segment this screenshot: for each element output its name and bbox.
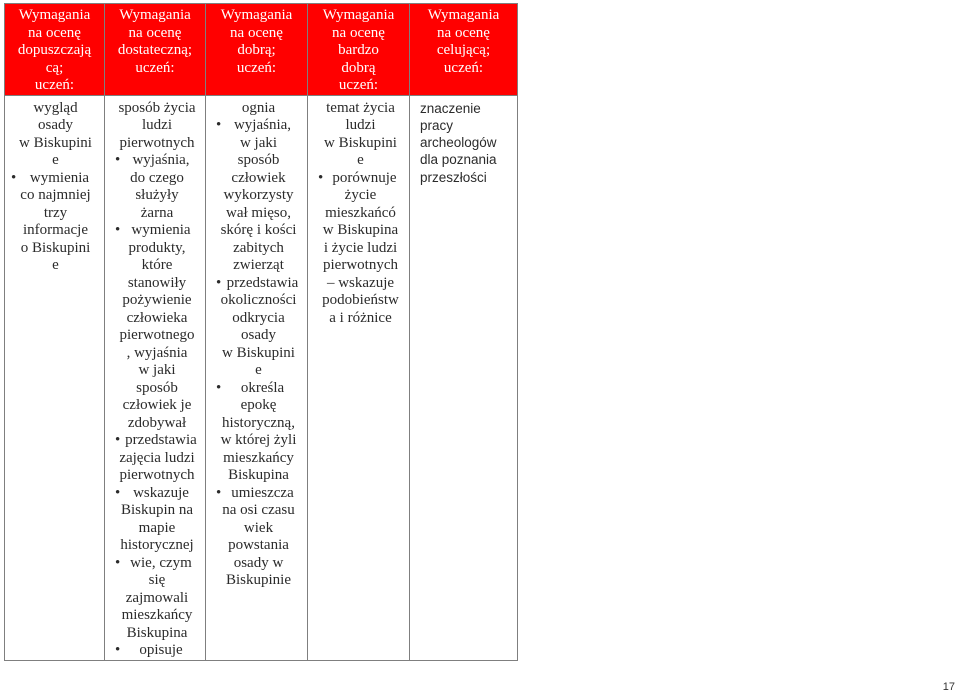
text-line: mieszkańcy [121, 607, 193, 623]
text-line: pierwotnego [119, 327, 195, 343]
header-line: dopuszczają [17, 42, 92, 58]
text-line: w Biskupini [222, 344, 295, 361]
text-line: o Biskupini [20, 239, 91, 256]
text-line: człowiek je [122, 397, 192, 413]
header-line: na ocenę [128, 24, 182, 41]
text-line: ludzi [142, 117, 172, 133]
text-line: zdobywał [127, 414, 187, 431]
header-line: na ocenę [437, 24, 490, 41]
text-line: życie [344, 187, 377, 203]
text-line: sposób [136, 379, 178, 396]
text-line: zajmowali [125, 589, 189, 606]
text-line: e [255, 362, 262, 378]
text-line: sposób [237, 152, 280, 168]
text-line: w Biskupina [322, 222, 399, 238]
bullet-line: • wyjaśnia, [218, 117, 299, 135]
text-line: sposób życia [118, 99, 196, 116]
header-line: dobrą; [237, 42, 276, 58]
bullet-line: • przedstawia [117, 432, 197, 450]
header-line: uczeń: [338, 77, 379, 93]
text-line: pracy [420, 117, 454, 133]
header-line: celującą; [436, 42, 491, 58]
text-line: żarna [140, 204, 174, 221]
cell-grade-5 [308, 95, 410, 660]
text-line: pierwotnych [323, 257, 398, 273]
text-line: wykorzysty [223, 187, 294, 203]
bullet-line: • wskazuje [117, 485, 197, 503]
header-line: uczeń: [236, 59, 277, 76]
text-line: Biskupinie [225, 572, 291, 588]
text-line: mieszkańcó [325, 204, 396, 221]
text-line: się [148, 572, 166, 588]
bullet-line: • wymienia [13, 170, 98, 188]
text-line: przeszłości [420, 169, 487, 185]
text-line: , wyjaśnia [126, 344, 188, 361]
bullet-line: • określa [218, 380, 299, 398]
text-line: pierwotnych [119, 467, 195, 483]
text-line: znaczenie [420, 100, 481, 116]
text-line: dla poznania [420, 152, 497, 168]
text-line: okoliczności [220, 292, 297, 308]
cell-grade-6 [410, 95, 518, 660]
header-line: Wymagania [322, 7, 395, 23]
header-line: bardzo [338, 42, 379, 58]
text-line: epokę [240, 397, 277, 413]
text-line: w której żyli [220, 432, 297, 448]
text-line: historycznej [120, 537, 194, 553]
text-line: do czego [130, 169, 184, 186]
text-line: informacje [23, 222, 88, 238]
text-line: stanowiły [127, 274, 187, 291]
header-line: Wymagania [427, 7, 500, 23]
cell-grade-4 [206, 95, 308, 660]
text-line: i życie ludzi [323, 239, 398, 256]
header-line: dobrą [341, 59, 376, 76]
text-line: e [52, 257, 59, 273]
text-line: służyły [135, 187, 179, 203]
header-line: uczeń: [34, 77, 75, 93]
header-grade-5 [308, 4, 410, 96]
header-line: uczeń: [135, 59, 175, 76]
content-row [5, 95, 518, 660]
cell-grade-2 [5, 95, 105, 660]
text-line: które [141, 257, 173, 273]
header-line: dostateczną; [117, 42, 193, 58]
header-grade-4 [206, 4, 308, 96]
header-line: na ocenę [28, 24, 81, 41]
text-line: skórę i kości [220, 222, 297, 238]
text-line: trzy [43, 204, 68, 221]
header-grade-6 [410, 4, 518, 96]
text-line: pierwotnych [119, 134, 195, 151]
header-line: Wymagania [220, 7, 293, 23]
requirements-table [4, 3, 518, 661]
header-line: Wymagania [18, 7, 91, 23]
text-line: powstania [228, 537, 289, 553]
text-line: co najmniej [20, 187, 91, 203]
bullet-line: • opisuje [117, 642, 197, 660]
text-line: historyczną, [222, 414, 295, 431]
text-line: ludzi [345, 117, 376, 133]
bullet-line: • umieszcza [218, 485, 299, 503]
header-row [5, 4, 518, 96]
text-line: w Biskupini [324, 134, 397, 151]
bullet-line: • przedstawia [218, 275, 299, 293]
text-line: zabitych [233, 239, 284, 256]
text-line: wygląd [33, 99, 78, 116]
bullet-line: • porównuje [320, 170, 401, 188]
text-line: mieszkańcy [223, 449, 294, 466]
text-line: odkrycia [232, 309, 285, 326]
header-grade-2 [5, 4, 105, 96]
text-line: e [52, 152, 59, 168]
page-number: 17 [942, 681, 955, 693]
text-line: – wskazuje [326, 274, 395, 291]
text-line: w Biskupini [19, 134, 92, 151]
text-line: Biskupin na [120, 502, 194, 518]
text-line: produkty, [128, 239, 186, 256]
header-line: Wymagania [119, 7, 191, 23]
text-line: na osi czasu [222, 502, 295, 518]
text-line: wiek [243, 519, 274, 536]
text-line: podobieństw [322, 292, 399, 308]
text-line: ognia [241, 99, 276, 116]
text-line: w jaki [138, 362, 176, 378]
text-line: mapie [138, 519, 176, 536]
text-line: temat życia [326, 99, 395, 116]
header-line: uczeń: [443, 59, 484, 76]
bullet-line: • wie, czym [117, 555, 197, 573]
text-line: osady w [233, 554, 284, 571]
text-line: a i różnice [329, 309, 392, 326]
header-line: na ocenę [332, 24, 385, 41]
bullet-line: • wyjaśnia, [117, 152, 197, 170]
text-line: wał mięso, [226, 204, 291, 221]
text-line: Biskupina [228, 467, 289, 483]
bullet-line: • wymienia [117, 222, 197, 240]
header-grade-3 [105, 4, 206, 96]
text-line: Biskupina [126, 624, 188, 641]
text-line: zajęcia ludzi [119, 449, 195, 466]
cell-grade-3 [105, 95, 206, 660]
text-line: pożywienie [122, 292, 192, 308]
text-line: zwierząt [233, 257, 284, 273]
text-line: w jaki [239, 134, 278, 151]
text-line: archeologów [420, 135, 497, 151]
header-line: cą; [45, 59, 64, 76]
text-line: osady [38, 117, 73, 133]
text-line: e [357, 152, 364, 168]
header-line: na ocenę [230, 24, 283, 41]
text-line: człowieka [126, 309, 188, 326]
text-line: człowiek [231, 169, 286, 186]
text-line: osady [241, 327, 276, 343]
